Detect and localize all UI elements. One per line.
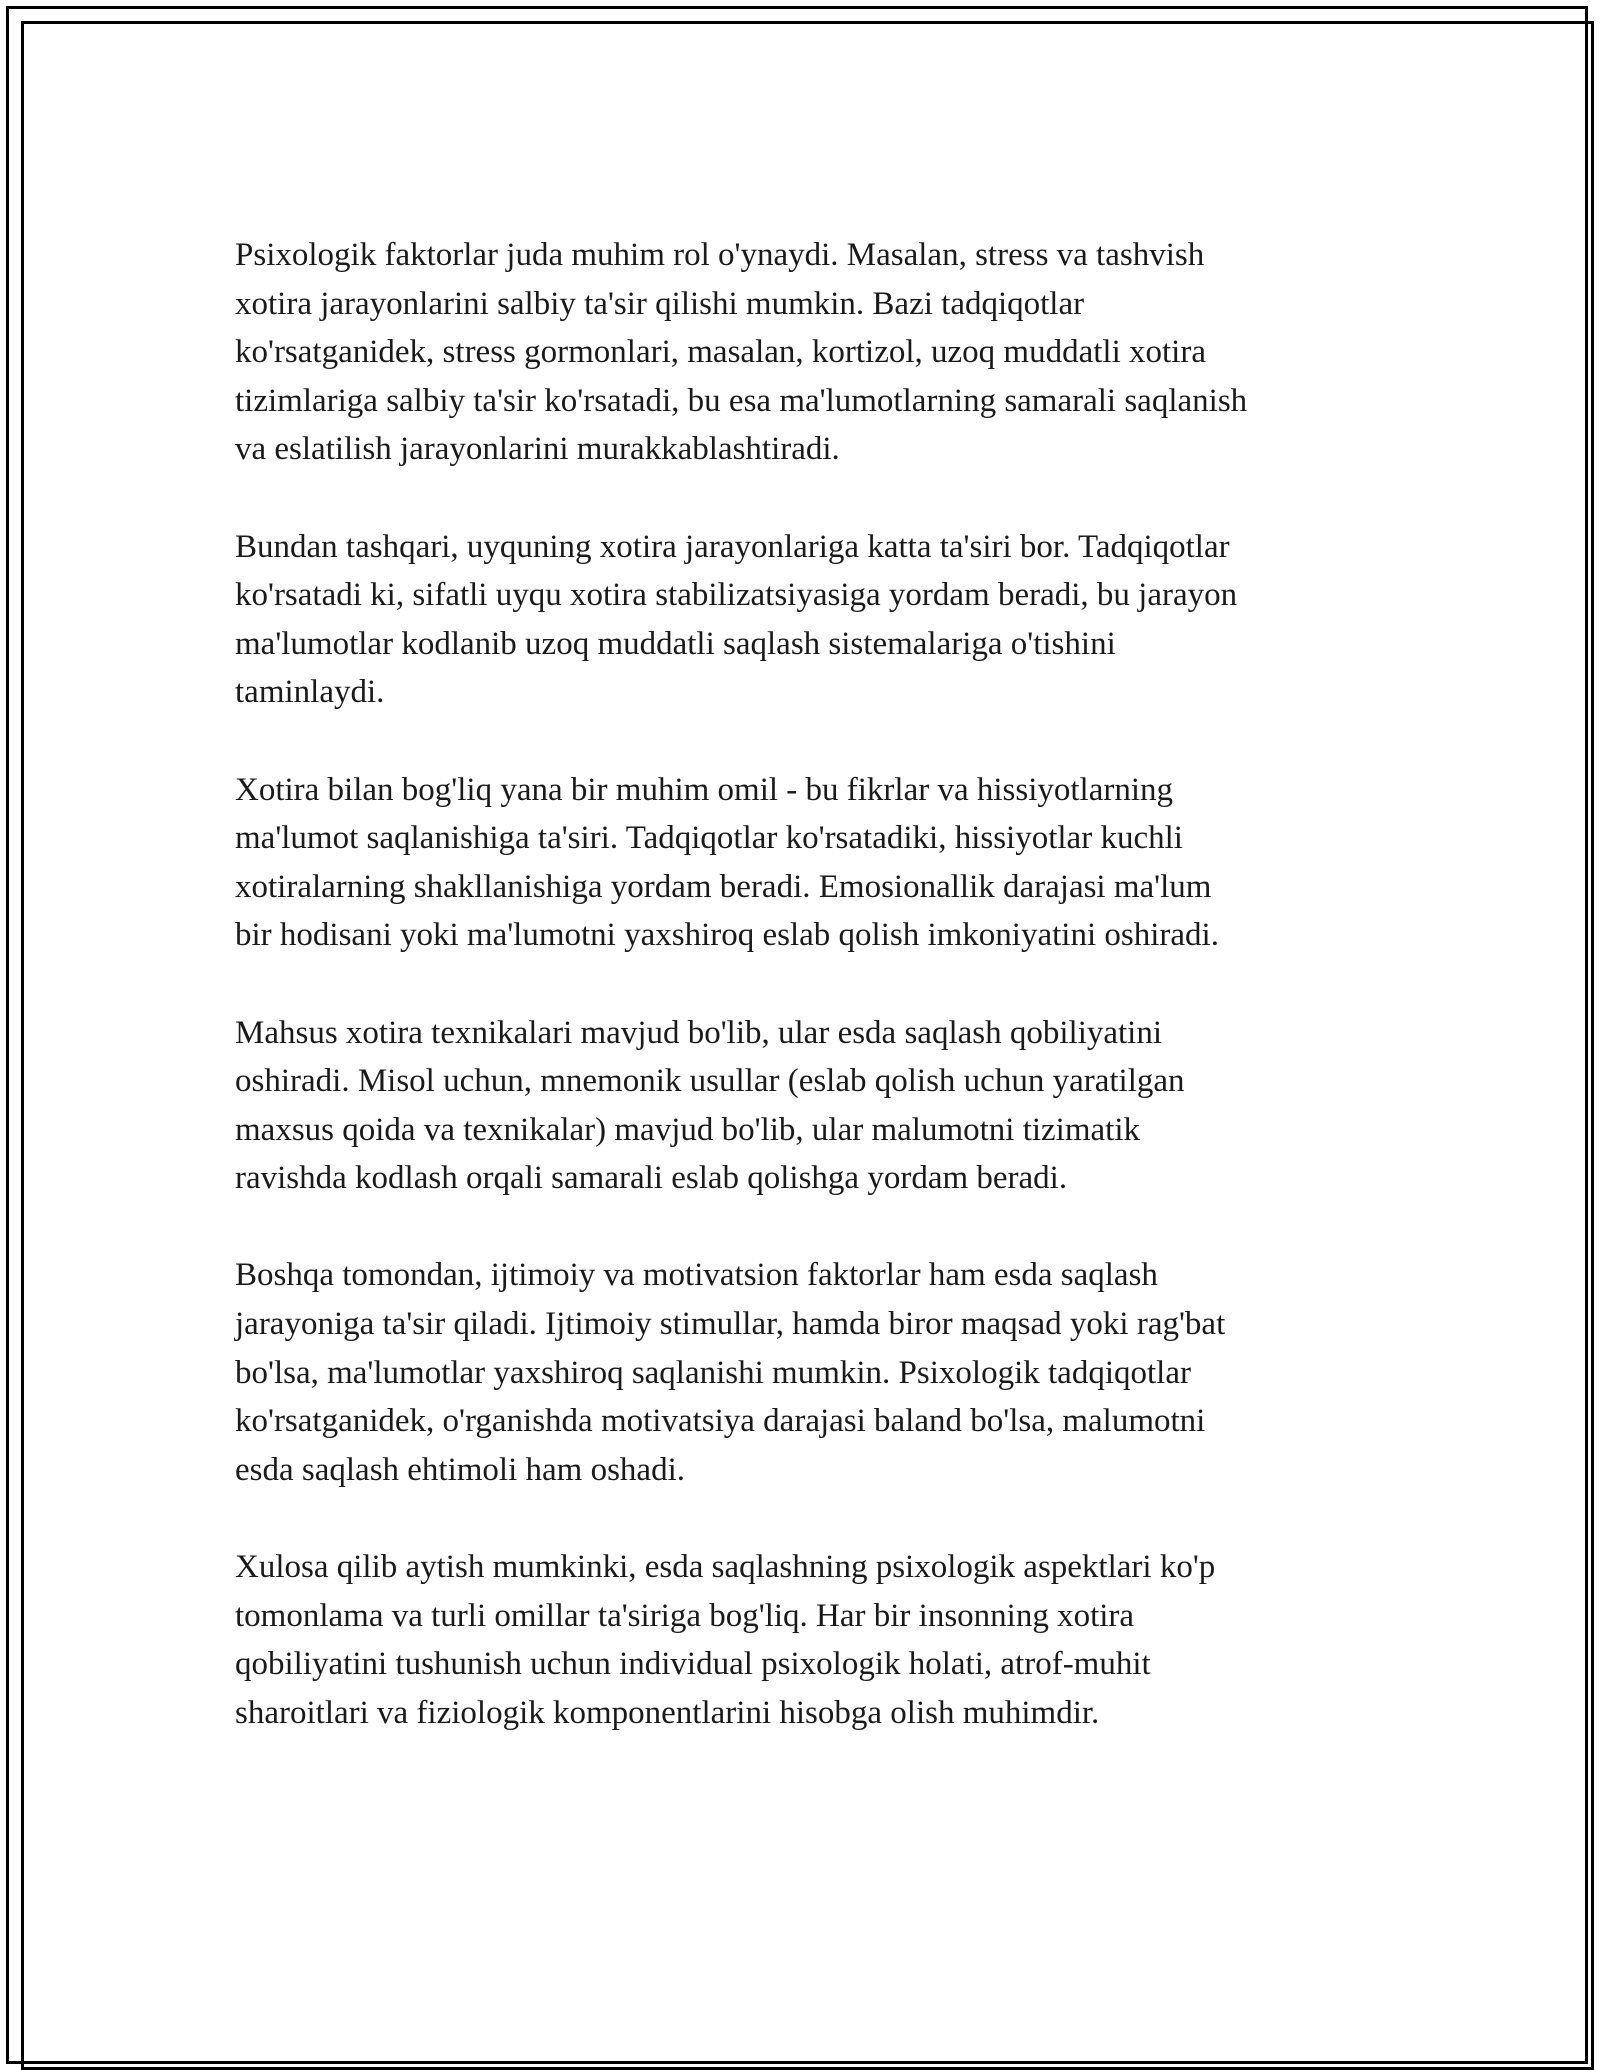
paragraph-conclusion: Xulosa qilib aytish mumkinki, esda saqlashning psixologik aspektlari ko'p tomonlama va turli omillar ta'siriga bog'liq. Har bir insonning xotira qobiliyatini tushunish uchun individual psixologik holati, atrof-muhit sharoitlari va fiziologik komponentlarini hisobga olish muhimdir. [235, 1549, 1216, 1731]
paragraph-emotions: Xotira bilan bog'liq yana bir muhim omil - bu fikrlar va hissiyotlarning ma'lumot saqlanishiga ta'siri. Tadqiqotlar ko'rsatadiki, hissiyotlar kuchli xotiralarning shakllanishiga yordam beradi. Emosionallik darajasi ma'lum bir hodisani yoki ma'lumotni yaxshiroq eslab qolish imkoniyatini oshiradi. [235, 771, 1219, 954]
paragraph-sleep: Bundan tashqari, uyquning xotira jarayonlariga katta ta'siri bor. Tadqiqotlar ko'rsatadi ki, sifatli uyqu xotira stabilizatsiyasiga yordam beradi, bu jarayon ma'lumotlar kodlanib uzoq muddatli saqlash sistemalariga o'tishini taminlaydi. [235, 528, 1238, 711]
paragraph-psychological-factors: Psixologik faktorlar juda muhim rol o'ynaydi. Masalan, stress va tashvish xotira jarayonlarini salbiy ta'sir qilishi mumkin. Bazi tadqiqotlar ko'rsatganidek, stress gormonlari, masalan, kortizol, uzoq muddatli xotira tizimlariga salbiy ta'sir ko'rsatadi, bu esa ma'lumotlarning samarali saqlanish va eslatilish jarayonlarini murakkablashtiradi. [235, 237, 1248, 468]
document-body [235, 231, 1375, 1737]
paragraph-social-motivation: Boshqa tomondan, ijtimoiy va motivatsion faktorlar ham esda saqlash jarayoniga ta'sir qiladi. Ijtimoiy stimullar, hamda biror maqsad yoki rag'bat bo'lsa, ma'lumotlar yaxshiroq saqlanishi mumkin. Psixologik tadqiqotlar ko'rsatganidek, o'rganishda motivatsiya darajasi baland bo'lsa, malumotni esda saqlash ehtimoli ham oshadi. [235, 1257, 1226, 1488]
paragraph-memory-techniques: Mahsus xotira texnikalari mavjud bo'lib, ular esda saqlash qobiliyatini oshiradi. Misol uchun, mnemonik usullar (eslab qolish uchun yaratilgan maxsus qoida va texnikalar) mavjud bo'lib, ular malumotni tizimatik ravishda kodlash orqali samarali eslab qolishga yordam beradi. [235, 1014, 1185, 1197]
